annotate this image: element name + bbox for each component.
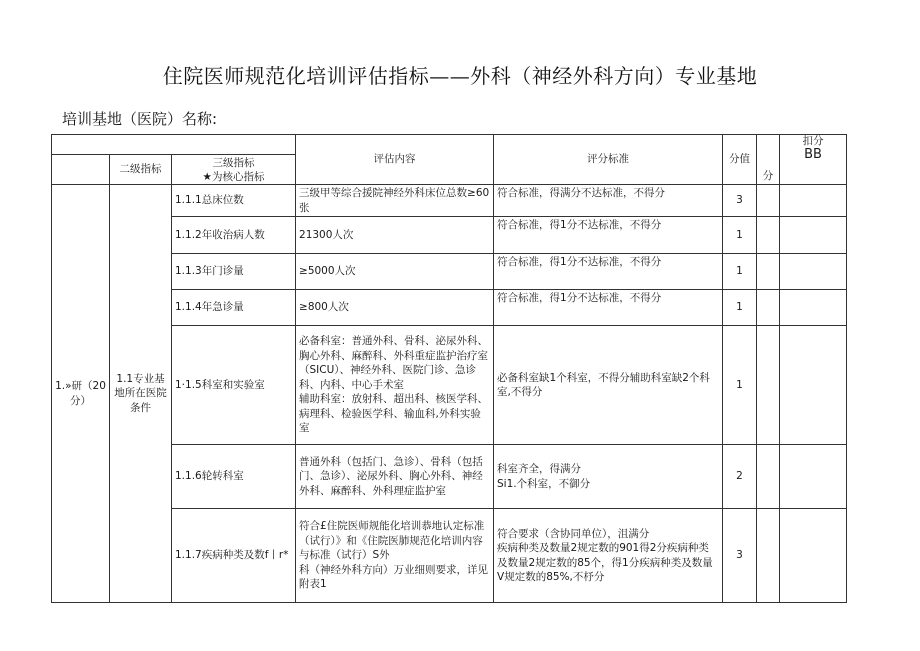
header-score: 分值 — [723, 135, 757, 185]
level2-indicator: 1.1专业基地所在医院条件 — [110, 185, 172, 603]
row-criteria: 必备科室缺1个科室，不得分辅助科室缺2个科室,不得分 — [494, 326, 723, 445]
row-deduct — [780, 185, 847, 217]
header-criteria: 评分标准 — [494, 135, 723, 185]
evaluation-table — [51, 134, 847, 603]
row-score: 3 — [723, 185, 757, 217]
table-row — [52, 509, 847, 603]
table-row — [52, 217, 847, 254]
row-points — [757, 509, 780, 603]
row-content: ≥800人次 — [296, 290, 494, 326]
header-level2: 二级指标 — [110, 155, 172, 185]
row-content: 21300人次 — [296, 217, 494, 254]
row-name: 1·1.5科室和实验室 — [172, 326, 296, 445]
row-name: 1.1.3年门诊量 — [172, 254, 296, 290]
row-deduct — [780, 445, 847, 509]
row-points — [757, 290, 780, 326]
row-name: 1.1.7疾病种类及数f丨r* — [172, 509, 296, 603]
row-score: 1 — [723, 326, 757, 445]
level1-indicator: 1.»研（20分） — [52, 185, 110, 603]
row-points — [757, 445, 780, 509]
row-content: 符合£住院医师规能化培训恭地认定标准（试行）》和《住院医肺规范化培训内容与标准（试行）S外 科（神经外科方向）万业细则要求，详见附表1 — [296, 509, 494, 603]
row-content: ≥5000人次 — [296, 254, 494, 290]
header-deduct-line2: BB — [804, 146, 822, 162]
header-level3-line2: ★为核心指标 — [202, 170, 265, 183]
table-row — [52, 326, 847, 445]
table-row — [52, 254, 847, 290]
row-points — [757, 254, 780, 290]
row-score: 1 — [723, 254, 757, 290]
row-criteria: 符合标准，得1分不达标准，不得分 — [494, 254, 723, 290]
row-criteria: 符合标准，得满分不达标准，不得分 — [494, 185, 723, 217]
header-level3-line1: 三级指标 — [212, 157, 255, 170]
row-score: 1 — [723, 290, 757, 326]
header-content: 评估内容 — [296, 135, 494, 185]
row-name: 1.1.4年急诊量 — [172, 290, 296, 326]
row-deduct — [780, 217, 847, 254]
row-deduct — [780, 254, 847, 290]
table-row — [52, 185, 847, 217]
hospital-name-label: 培训基地（医院）名称: — [62, 110, 218, 128]
row-criteria: 科室齐全，得满分 Si1.个科室，不御分 — [494, 445, 723, 509]
row-points — [757, 185, 780, 217]
table-row — [52, 290, 847, 326]
row-deduct — [780, 509, 847, 603]
row-name: 1.1.2年收治病人数 — [172, 217, 296, 254]
row-content: 必备科室：普通外科、骨科、泌尿外科、胸心外科、麻醉科、外科重症监护治疗室（SICU）、神经外科、医院门诊、急诊科、内科、中心手术室 辅助科室：放射科、超出科、核医学科、病理科、检验医学科、输血科,外科实验室 — [296, 326, 494, 445]
row-content: 三级甲等综合援院神经外科床位总数≥60张 — [296, 185, 494, 217]
row-criteria: 符合标准，得1分不达标准，不得分 — [494, 290, 723, 326]
row-content: 普通外科（包括门、急诊）、骨科（包括门、急诊）、泌尿外科、胸心外科、神经外科、麻醉科、外科理症监护室 — [296, 445, 494, 509]
header-deduct-line1: 扣分 — [802, 135, 824, 147]
header-level3 — [172, 155, 296, 185]
row-score: 2 — [723, 445, 757, 509]
row-score: 1 — [723, 217, 757, 254]
document-title: 住院医师规范化培训评估指标——外科（神经外科方向）专业基地 — [162, 64, 758, 88]
row-criteria: 符合要求（含协同单位），沮满分 疾病种类及数量2规定数的901得2分疾病种类及数量2规定数的85个，得1分疾病种类及数量V规定数的85%,不杼分 — [494, 509, 723, 603]
row-deduct — [780, 326, 847, 445]
header-deduct — [780, 135, 847, 185]
row-name: 1.1.1总床位数 — [172, 185, 296, 217]
row-points — [757, 217, 780, 254]
row-score: 3 — [723, 509, 757, 603]
row-criteria: 符合标准，得1分不达标准，不得分 — [494, 217, 723, 254]
header-top-row — [52, 135, 847, 155]
header-points: 分 — [757, 135, 780, 185]
row-deduct — [780, 290, 847, 326]
table-row — [52, 445, 847, 509]
row-name: 1.1.6轮转科室 — [172, 445, 296, 509]
row-points — [757, 326, 780, 445]
